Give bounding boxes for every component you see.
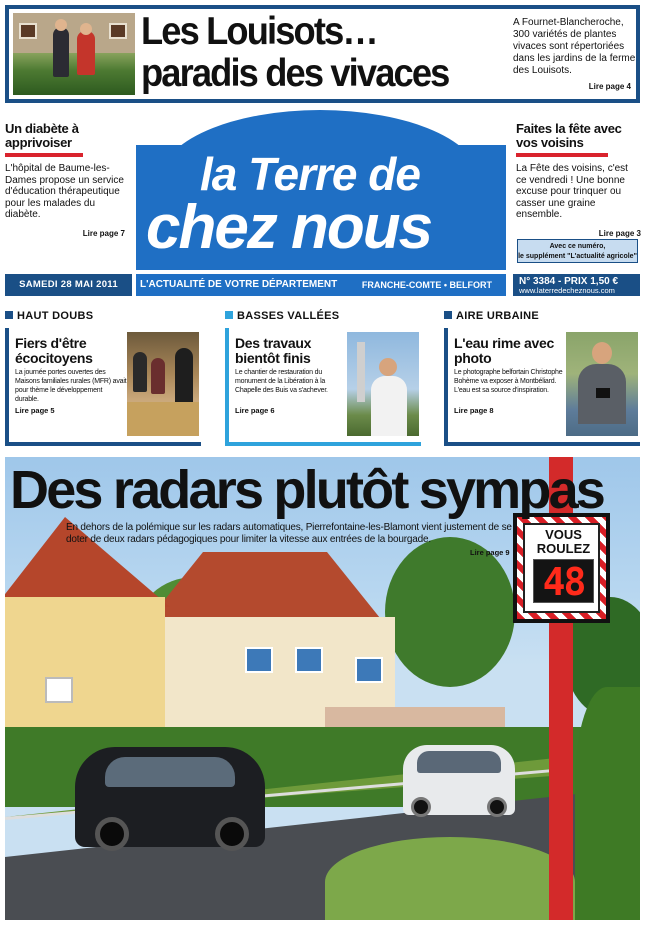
section-lire[interactable]: Lire page 8 (454, 406, 494, 415)
section-aire-urbaine[interactable] (444, 310, 640, 446)
left-teaser-title: Un diabète à apprivoiser (5, 121, 79, 150)
top-teaser-title: Les Louisots… paradis des vivaces (141, 10, 449, 95)
monument-photo (347, 332, 419, 436)
left-teaser-bar (5, 153, 83, 157)
left-teaser-text: L'hôpital de Baume-les-Dames propose un service d'éducation thérapeutique pour les malades du diabète. (5, 163, 124, 220)
section-label: BASSES VALLÉES (225, 310, 339, 322)
top-teaser-text: A Fournet-Blancheroche, 300 variétés de plantes vivaces sont répertoriées dans les jardins de la ferme des Louisots. (513, 17, 636, 76)
price-box (513, 274, 640, 296)
supplement-line1: Avec ce numéro, (549, 243, 606, 250)
region: FRANCHE-COMTE • BELFORT (361, 280, 492, 290)
top-teaser[interactable] (5, 5, 640, 103)
mfr-photo (127, 332, 199, 436)
supplement-box (517, 239, 638, 263)
main-story-title: Des radars plutôt sympas (10, 460, 604, 520)
tagline: L'ACTUALITÉ DE VOTRE DÉPARTEMENT (140, 279, 338, 290)
section-title: L'eau rime avec photo (454, 335, 555, 366)
section-title: Des travaux bientôt finis (235, 335, 312, 366)
tagline-bar (136, 274, 506, 296)
section-label: HAUT DOUBS (5, 310, 93, 322)
issue-price: N° 3384 - PRIX 1,50 € (519, 276, 619, 287)
left-teaser-lire[interactable]: Lire page 7 (82, 228, 125, 238)
section-basses-vallees[interactable] (225, 310, 421, 446)
radar-line2: ROULEZ (536, 541, 591, 556)
section-text: Le photographe belfortain Christophe Bohème va exposer à Montbéliard. L'eau est sa source d'inspiration. (454, 369, 563, 394)
section-title: Fiers d'être écocitoyens (15, 335, 93, 366)
section-text: La journée portes ouvertes des Maisons familiales rurales (MFR) avait pour thème le développement durable. (15, 369, 127, 403)
main-story-lire[interactable]: Lire page 9 (470, 548, 510, 557)
date-bar: SAMEDI 28 MAI 2011 (5, 274, 132, 296)
right-teaser-bar (516, 153, 608, 157)
right-teaser-text: La Fête des voisins, c'est ce vendredi ! Une bonne excuse pour trinquer ou casser une graine ensemble. (516, 163, 628, 220)
radar-line1: VOUS (545, 527, 582, 542)
logo-line1: la Terre de (200, 148, 420, 200)
logo-line2: chez nous (146, 193, 432, 262)
section-lire[interactable]: Lire page 6 (235, 406, 275, 415)
top-teaser-lire[interactable]: Lire page 4 (588, 82, 631, 91)
right-teaser-lire[interactable]: Lire page 3 (598, 228, 641, 238)
radar-speed: 48 (533, 559, 594, 603)
section-label: AIRE URBAINE (444, 310, 539, 322)
supplement-line2: le supplément "L'actualité agricole" (518, 253, 637, 260)
website-link[interactable]: www.laterredecheznous.com (519, 286, 615, 295)
section-lire[interactable]: Lire page 5 (15, 406, 55, 415)
right-teaser-title: Faites la fête avec vos voisins (516, 121, 622, 150)
speed-radar (513, 513, 610, 623)
photographer-photo (566, 332, 638, 436)
main-story-text: En dehors de la polémique sur les radars automatiques, Pierrefontaine-les-Blamont vient justement de se doter de deux radars pédagogiques pour limiter la vitesse aux entrées de la bourgade. (66, 522, 512, 545)
left-teaser[interactable] (5, 122, 125, 238)
right-teaser[interactable] (516, 122, 641, 238)
section-text: Le chantier de restauration du monument de la Libération à la Chapelle des Buis va s'achever. (235, 369, 328, 394)
section-haut-doubs[interactable] (5, 310, 201, 446)
louisots-photo (13, 13, 135, 95)
